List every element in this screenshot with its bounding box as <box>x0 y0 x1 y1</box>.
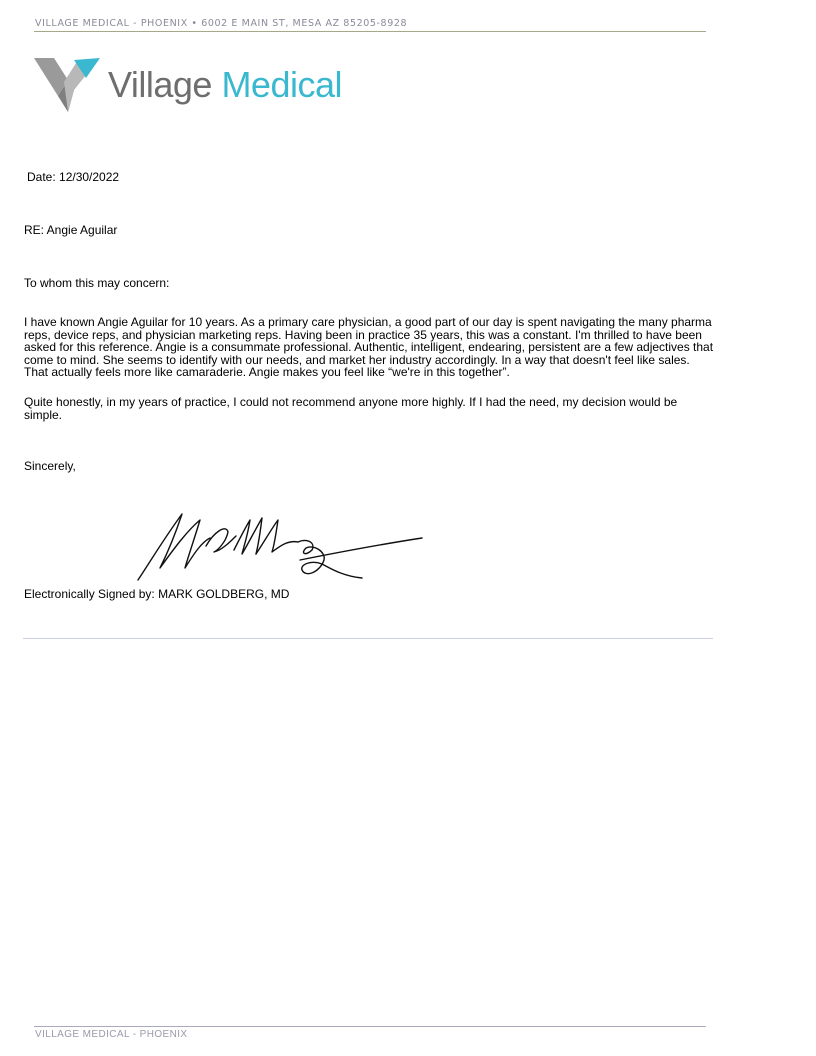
village-medical-v-mark-icon <box>34 56 102 114</box>
handwritten-signature <box>130 502 430 587</box>
letter-date: Date: 12/30/2022 <box>27 170 120 184</box>
body-divider <box>23 638 713 639</box>
letter-paragraph-1: I have known Angie Aguilar for 10 years. As a primary care physician, a good part of our day is spent navigating the many pharma reps, device reps, and physician marketing reps. Having been in practice 35 years, this was a constant. I'm thrilled to have been asked for this reference. Angie is a consummate professional. Authentic, intelligent, endearing, persistent are a few adjectives that come to mind. She seems to identify with our needs, and market her industry accordingly. In a way that doesn't feel like sales. That actually feels more like camaraderie. Angie makes you feel like “we're in this together”. <box>24 315 714 379</box>
village-medical-logo <box>34 54 364 116</box>
letter-paragraph-2: Quite honestly, in my years of practice, I could not recommend anyone more highly. If I had the need, my decision would be simple. <box>24 395 678 422</box>
logo-wordmark <box>108 64 342 106</box>
letter-re-line: RE: Angie Aguilar <box>24 223 118 237</box>
signed-by-line: Electronically Signed by: MARK GOLDBERG, MD <box>24 587 290 601</box>
letter-salutation: To whom this may concern: <box>24 276 170 290</box>
header-rule <box>34 31 706 32</box>
letter-closing: Sincerely, <box>24 459 76 473</box>
logo-word-medical: Medical <box>221 64 342 105</box>
logo-word-village: Village <box>108 64 212 105</box>
header-address: VILLAGE MEDICAL - PHOENIX • 6002 E MAIN ST, MESA AZ 85205-8928 <box>35 18 408 29</box>
footer-rule <box>34 1026 706 1027</box>
footer-text: VILLAGE MEDICAL - PHOENIX <box>35 1029 188 1040</box>
